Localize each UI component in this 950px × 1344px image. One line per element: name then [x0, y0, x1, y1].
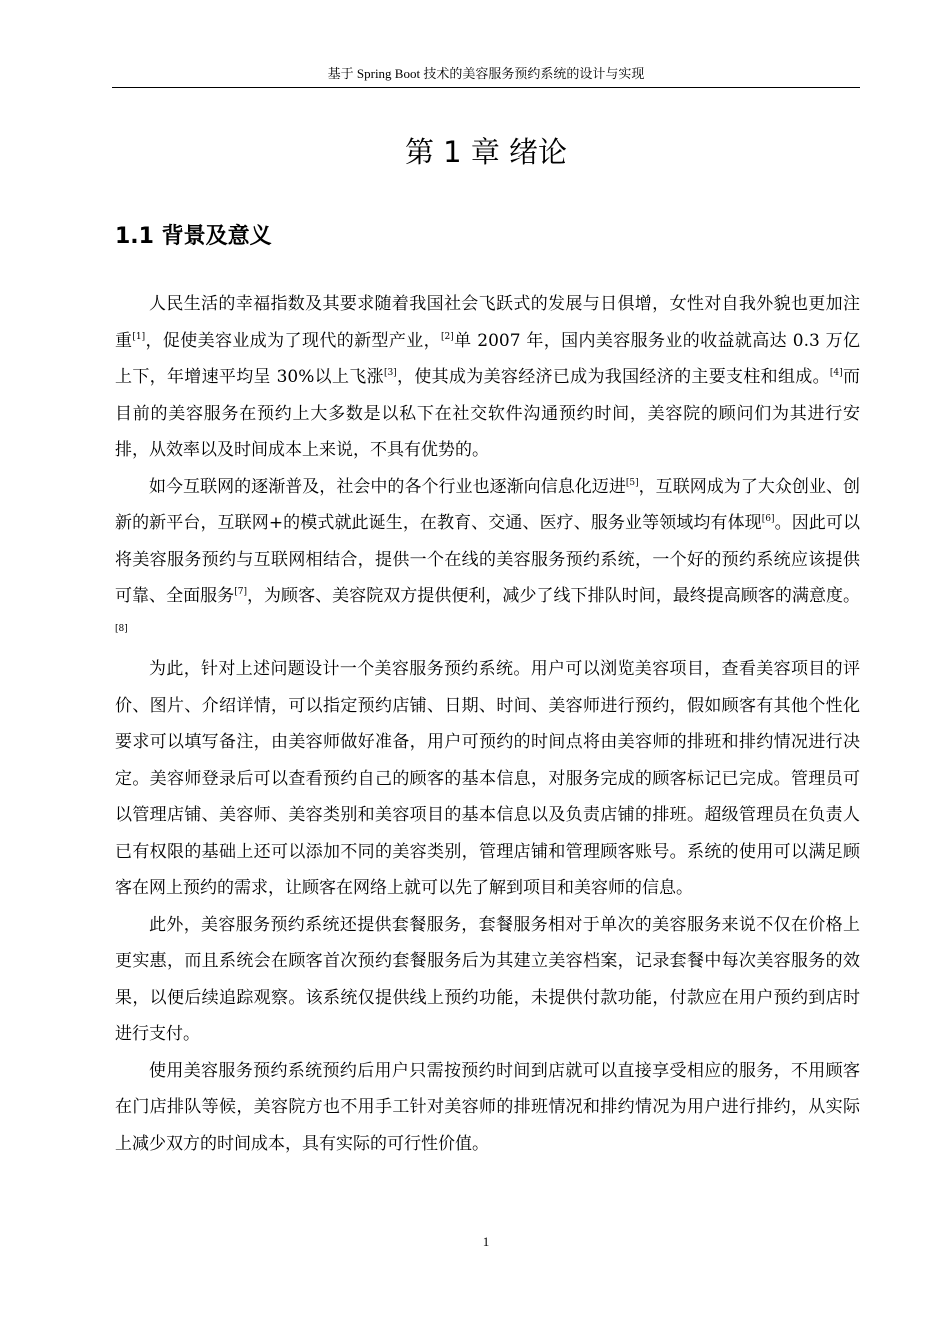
- paragraph-text: 为此，针对上述问题设计一个美容服务预约系统。用户可以浏览美容项目，查看美容项目的评价、图片、介绍详情，可以指定预约店铺、日期、时间、美容师进行预约，假如顾客有其他个性化要求可以填写备注，由美容师做好准备，用户可预约的时间点将由美容师的排班和排约情况进行决定。美容师登录后可以查看预约自己的顾客的基本信息，对服务完成的顾客标记已完成。管理员可以管理店铺、美容师、美容类别和美容项目的基本信息以及负责店铺的排班。超级管理员在负责人已有权限的基础上还可以添加不同的美容类别，管理店铺和管理顾客账号。系统的使用可以满足顾客在网上预约的需求，让顾客在网络上就可以先了解到项目和美容师的信息。: [115, 659, 860, 898]
- body-paragraph: [115, 1053, 860, 1163]
- paragraph-text: 。因此可以将美容服务预约与互联网相结合，提供一个在线的美容服务预约系统，一个好的预约系统应该提供可靠、全面服务: [115, 513, 860, 606]
- paragraph-text: ，促使美容业成为了现代的新型产业，: [145, 330, 441, 351]
- citation-marker: [4]: [829, 368, 843, 378]
- citation-marker: [8]: [115, 623, 128, 634]
- citation-marker: [5]: [625, 477, 639, 488]
- paragraph-text: 人民生活的幸福指数及其要求随着我国社会飞跃式的发展与日俱增，女性对自我外貌也更加注重: [115, 294, 860, 351]
- body-paragraph: [115, 286, 860, 469]
- paragraph-text: 单 2007 年，国内美容服务业的收益就高达 0.3 万亿上下，年增速平均呈 30%以上飞涨: [115, 330, 861, 387]
- body-paragraph: [115, 651, 860, 907]
- page-number: 1: [482, 1234, 490, 1249]
- paragraph-text: 使用美容服务预约系统预约后用户只需按预约时间到店就可以直接享受相应的服务，不用顾客在门店排队等候，美容院方也不用手工针对美容师的排班情况和排约情况为用户进行排约，从实际上减少双方的时间成本，具有实际的可行性价值。: [115, 1060, 860, 1154]
- citation-marker: [7]: [234, 587, 247, 597]
- paragraph-text: 如今互联网的逐渐普及，社会中的各个行业也逐渐向信息化迈进: [149, 476, 626, 497]
- citation-marker: [2]: [440, 331, 454, 342]
- body-paragraph: [115, 907, 860, 1053]
- running-header: 基于 Spring Boot 技术的美容服务预约系统的设计与实现: [327, 66, 645, 81]
- paragraph-text: 而目前的美容服务在预约上大多数是以私下在社交软件沟通预约时间，美容院的顾问们为其进行安排，从效率以及时间成本上来说，不具有优势的。: [115, 367, 860, 460]
- header-rule: [112, 87, 860, 88]
- chapter-title: 第 1 章 绪论: [404, 135, 568, 169]
- citation-marker: [6]: [761, 514, 775, 524]
- section-title: 1.1 背景及意义: [115, 224, 272, 249]
- body-paragraph: [115, 469, 860, 652]
- paragraph-text: ，为顾客、美容院双方提供便利，减少了线下排队时间，最终提高顾客的满意度。: [246, 586, 861, 606]
- citation-marker: [1]: [132, 331, 146, 342]
- citation-marker: [3]: [383, 368, 397, 378]
- body-text: [115, 286, 860, 1162]
- paragraph-text: ，使其成为美容经济已成为我国经济的主要支柱和组成。: [396, 367, 830, 387]
- paragraph-text: ，互联网成为了大众创业、创新的新平台，互联网+的模式就此诞生，在教育、交通、医疗、服务业等领域均有体现: [115, 476, 861, 533]
- paragraph-text: 此外，美容服务预约系统还提供套餐服务，套餐服务相对于单次的美容服务来说不仅在价格上更实惠，而且系统会在顾客首次预约套餐服务后为其建立美容档案，记录套餐中每次美容服务的效果，以便后续追踪观察。该系统仅提供线上预约功能，未提供付款功能，付款应在用户预约到店时进行支付。: [115, 914, 860, 1044]
